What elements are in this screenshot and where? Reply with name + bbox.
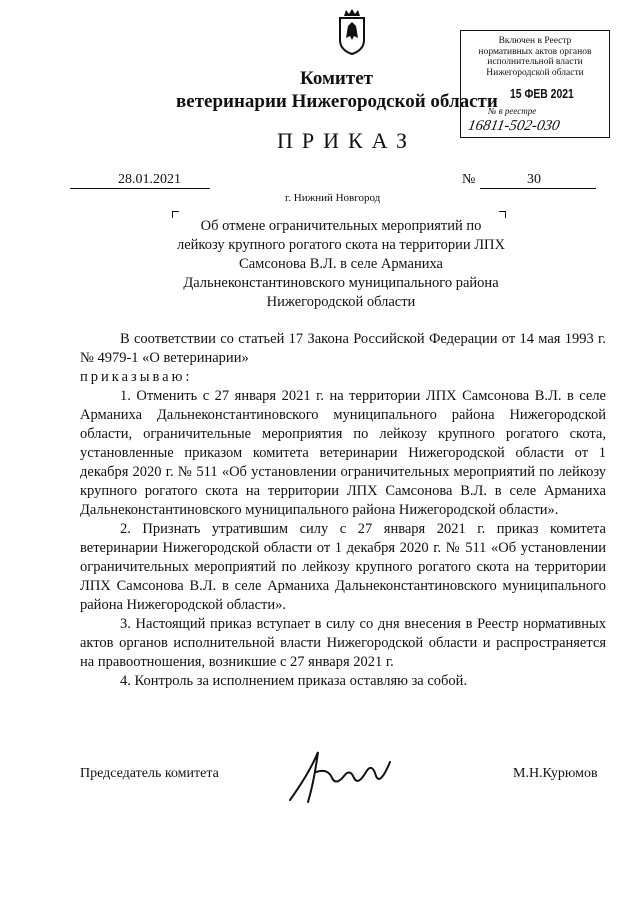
signatory-name: М.Н.Курюмов [513, 766, 598, 781]
committee-title-line1: Комитет [300, 68, 373, 89]
document-date: 28.01.2021 [118, 172, 181, 187]
stamp-registry-label: № в реестре [488, 106, 537, 116]
body-intro: В соответствии со статьей 17 Закона Российской Федерации от 14 мая 1993 г. № 4979-1 «О ветеринарии» [80, 331, 606, 366]
stamp-line-1: Включен в Реестр [498, 36, 572, 46]
stamp-registry-number: 16811-502-030 [466, 118, 561, 134]
handwritten-signature [280, 742, 410, 806]
body-prikazyvayu: приказываю: [80, 369, 193, 385]
number-underline [480, 188, 596, 189]
coat-of-arms-emblem [334, 8, 370, 56]
signatory-title: Председатель комитета [80, 766, 219, 781]
stamp-date: 15 ФЕВ 2021 [510, 86, 574, 101]
stamp-line-4: Нижегородской области [486, 67, 584, 78]
number-sign: № [462, 172, 476, 187]
document-city: г. Нижний Новгород [285, 192, 381, 204]
body-item-3: 3. Настоящий приказ вступает в силу со дня внесения в Реестр нормативных актов органов исполнительной власти Нижегородской области и распространяется на правоотношения, возникшие с 27 января 2021 г. [80, 616, 606, 670]
body-item-1: 1. Отменить с 27 января 2021 г. на территории ЛПХ Самсонова В.Л. в селе Арманиха Дальнеконстантиновского муниципального района Нижегородской области, ограничительные мероприятия по лейкозу крупного рогатого скота, установленные приказом комитета ветеринарии Нижегородской области от 1 декабря 2020 г. № 511 «Об установлении ограничительных мероприятий по лейкозу крупного рогатого скота на территории ЛПХ Самсонова В.Л. в селе Арманиха Дальнеконстантиновского муниципального района Нижегородской области». [80, 388, 606, 518]
document-number: 30 [527, 172, 541, 187]
date-underline [70, 188, 210, 189]
document-body [80, 330, 606, 691]
document-subject: Об отмене ограничительных мероприятий по лейкозу крупного рогатого скота на территории ЛПХ Самсонова В.Л. в селе Арманиха Дальнеконстантиновского муниципального района Нижегородской области [176, 218, 506, 310]
committee-title-line2: ветеринарии Нижегородской области [176, 91, 498, 112]
stamp-line-2: нормативных актов органов [478, 46, 592, 57]
body-item-2: 2. Признать утратившим силу с 27 января 2021 г. приказ комитета ветеринарии Нижегородской области от 1 декабря 2020 г. № 511 «Об установлении ограничительных мероприятий по лейкозу крупного рогатого скота на территории ЛПХ Самсонова В.Л. в селе Арманиха Дальнеконстантиновского муниципального района Нижегородской области». [80, 521, 606, 613]
body-item-4: 4. Контроль за исполнением приказа оставляю за собой. [120, 673, 468, 689]
stamp-line-3: исполнительной власти [487, 57, 583, 67]
document-type-title: ПРИКАЗ [277, 128, 417, 153]
